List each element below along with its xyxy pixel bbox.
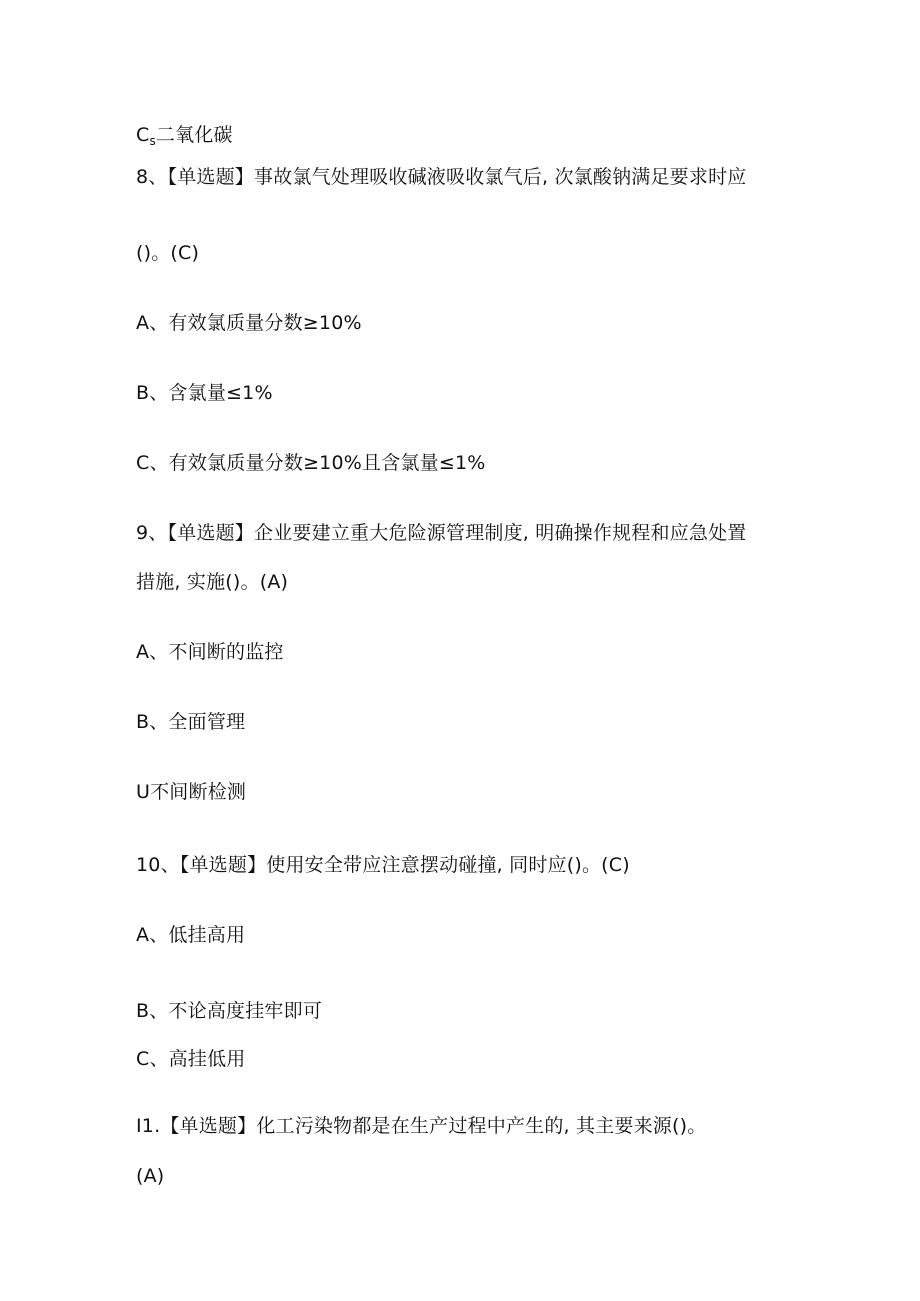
question-10-option-a: A、低挂高用	[136, 924, 246, 946]
question-9-option-c: U不间断检测	[136, 781, 247, 803]
question-9-stem-line-2: 措施, 实施()。(A)	[136, 571, 289, 593]
option-text	[136, 123, 233, 149]
option-prefix: C	[136, 124, 150, 146]
question-8-stem-line-2: ()。(C)	[136, 242, 200, 264]
question-8-option-c: C、有效氯质量分数≥10%且含氯量≤1%	[136, 452, 486, 474]
option-subscript: s	[149, 134, 156, 148]
question-11-stem-line-2: (A)	[136, 1165, 165, 1187]
option-label: 二氧化碳	[155, 124, 233, 146]
question-10-option-c: C、高挂低用	[136, 1048, 246, 1070]
question-9-stem-line-1: 9、【单选题】企业要建立重大危险源管理制度, 明确操作规程和应急处置	[136, 522, 747, 544]
question-8-option-a: A、有效氯质量分数≥10%	[136, 312, 362, 334]
question-9-option-a: A、不间断的监控	[136, 641, 284, 663]
question-10-stem: 10、【单选题】使用安全带应注意摆动碰撞, 同时应()。(C)	[136, 854, 630, 876]
question-10-option-b: B、不论高度挂牢即可	[136, 1000, 323, 1022]
question-11-stem-line-1: I1.【单选题】化工污染物都是在生产过程中产生的, 其主要来源()。	[136, 1115, 707, 1137]
question-8-option-b: B、含氯量≤1%	[136, 382, 273, 404]
question-8-stem-line-1: 8、【单选题】事故氯气处理吸收碱液吸收氯气后, 次氯酸钠满足要求时应	[136, 166, 747, 188]
question-9-option-b: B、全面管理	[136, 711, 246, 733]
